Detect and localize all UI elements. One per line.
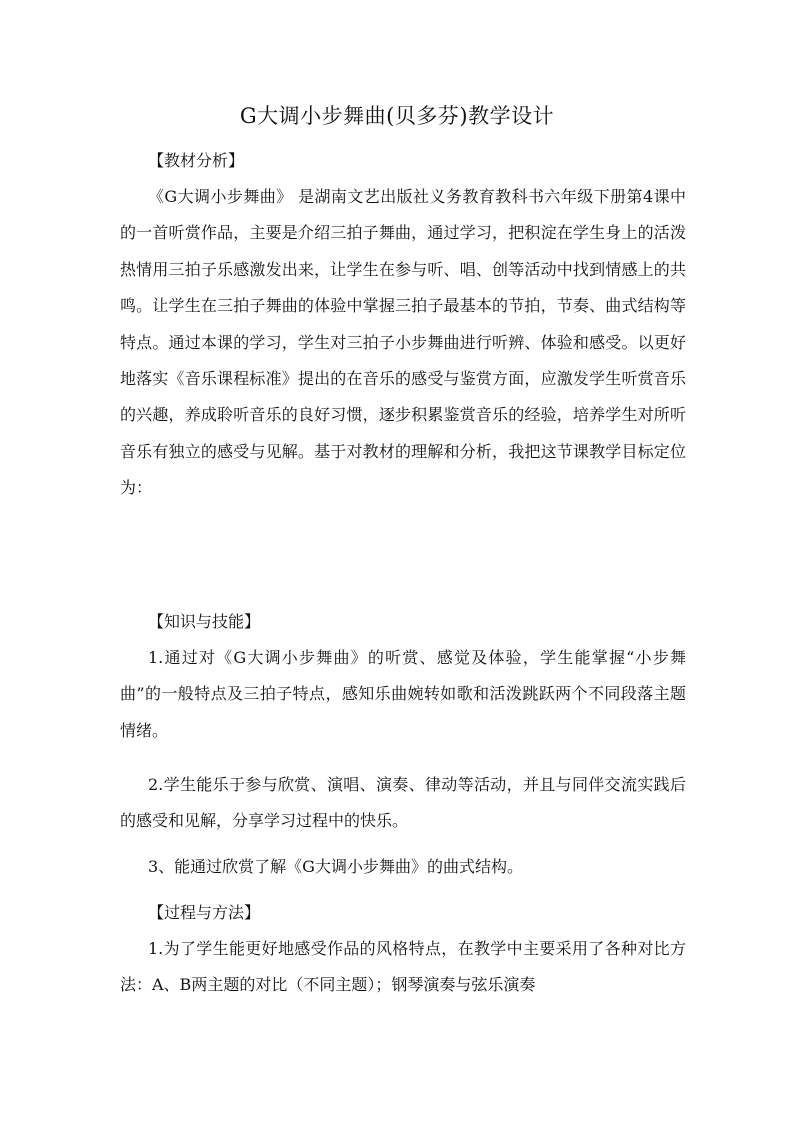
knowledge-item-1: 1.通过对《G大调小步舞曲》的听赏、感觉及体验，学生能掌握“小步舞曲”的一般特点及三拍子特点，感知乐曲婉转如歌和活泼跳跃两个不同段落主题情绪。 — [120, 648, 686, 740]
knowledge-item-3: 3、能通过欣赏了解《G大调小步舞曲》的曲式结构。 — [148, 857, 523, 876]
heading-process-and-methods: 【过程与方法】 — [148, 903, 261, 922]
document-title: G大调小步舞曲(贝多芬)教学设计 — [239, 104, 555, 128]
paragraph-material-analysis: 《G大调小步舞曲》 是湖南文艺出版社义务教育教科书六年级下册第4课中的一首听赏作品，主要是介绍三拍子舞曲，通过学习，把积淀在学生身上的活泼热情用三拍子乐感激发出来，让学生在参与听、唱、创等活动中找到情感上的共鸣。让学生在三拍子舞曲的体验中掌握三拍子最基本的节拍，节奏、曲式结构等特点。通过本课的学习，学生对三拍子小步舞曲进行听辨、体验和感受。以更好地落实《音乐课程标准》提出的在音乐的感受与鉴赏方面，应激发学生听赏音乐的兴趣，养成聆听音乐的良好习惯，逐步积累鉴赏音乐的经验，培养学生对所听音乐有独立的感受与见解。基于对教材的理解和分析，我把这节课教学目标定位为： — [120, 187, 686, 498]
heading-teaching-material-analysis: 【教材分析】 — [148, 151, 245, 170]
knowledge-item-2: 2.学生能乐于参与欣赏、演唱、演奏、律动等活动，并且与同伴交流实践后的感受和见解，分享学习过程中的快乐。 — [120, 775, 686, 831]
heading-knowledge-and-skills: 【知识与技能】 — [148, 612, 261, 631]
process-item-1: 1.为了学生能更好地感受作品的风格特点，在教学中主要采用了各种对比方法：A、B两主题的对比（不同主题）；钢琴演奏与弦乐演奏 — [120, 939, 686, 995]
